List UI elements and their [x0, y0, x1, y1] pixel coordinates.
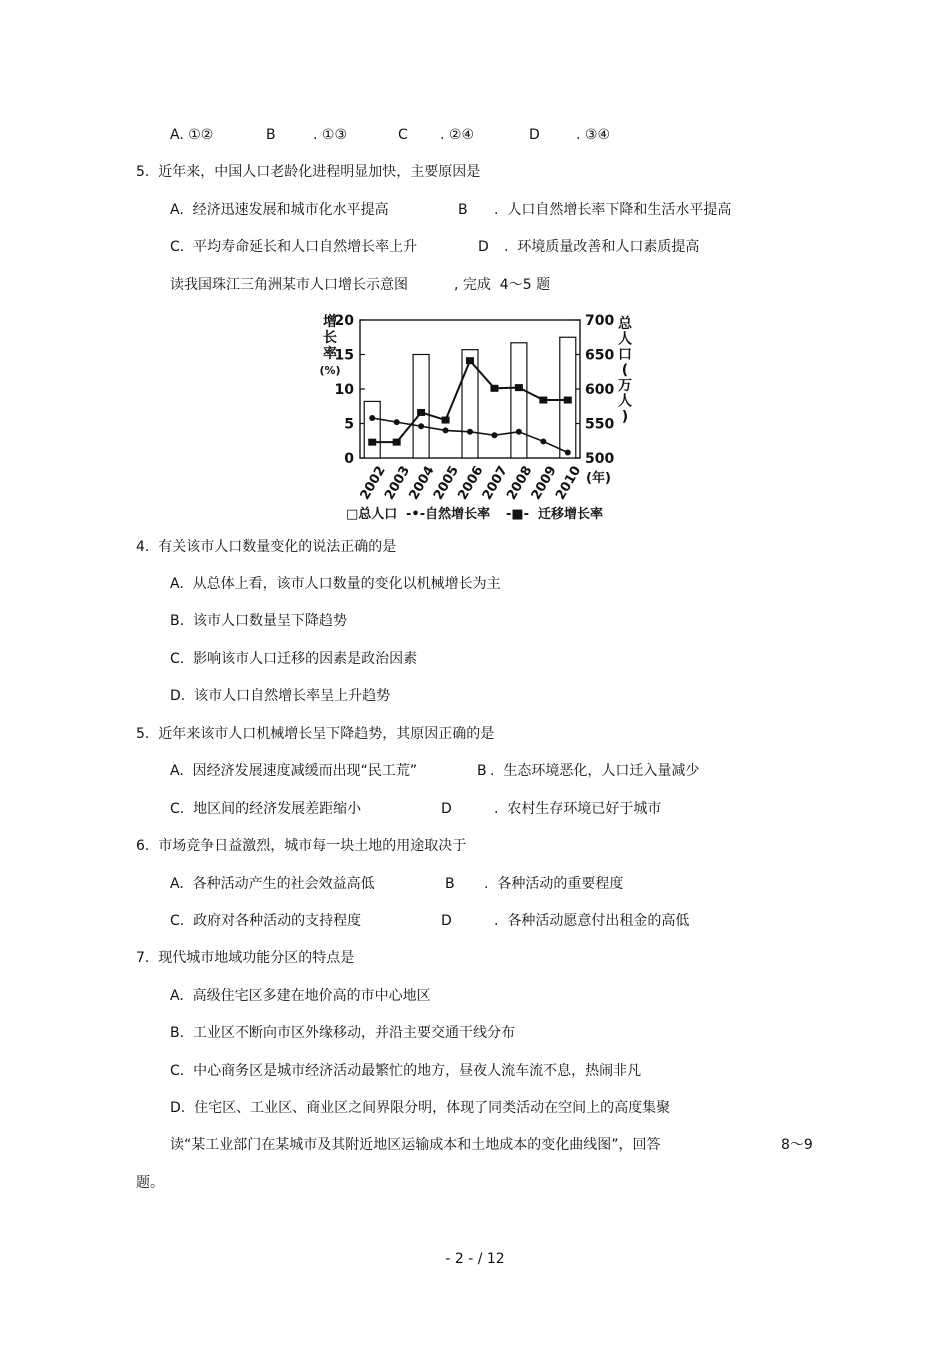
q3-option-c-letter: C — [398, 127, 408, 143]
q5a-option-d-letter: D — [478, 239, 489, 255]
point-natural-growth — [443, 427, 449, 433]
point-natural-growth — [516, 429, 522, 435]
q3-option-b-text: . ①③ — [313, 127, 348, 143]
right-axis-label-char: 万 — [618, 378, 632, 394]
q7-option-d: D. 住宅区、工业区、商业区之间界限分明，体现了同类活动在空间上的高度集聚 — [170, 1100, 671, 1116]
q6-option-b-letter: B — [445, 876, 455, 892]
left-axis-label-char: 增 — [323, 314, 337, 330]
q3-option-d-text: . ③④ — [576, 127, 611, 143]
right-axis-label-char: 人 — [618, 331, 632, 348]
q5b-option-c: C. 地区间的经济发展差距缩小 — [170, 801, 362, 817]
left-axis-label-char: 长 — [323, 330, 337, 346]
q5b-option-b-text: . 生态环境恶化，人口迁入量减少 — [490, 763, 700, 779]
point-migration-growth — [368, 439, 376, 446]
q7-stem: 7. 现代城市地域功能分区的特点是 — [136, 950, 355, 966]
legend-migration-growth: 迁移增长率 — [538, 507, 604, 522]
intro2-text: 读“某工业部门在某城市及其附近地区运输成本和土地成本的变化曲线图”，回答 — [170, 1137, 661, 1153]
q6-option-b-text: . 各种活动的重要程度 — [484, 876, 624, 892]
point-natural-growth — [467, 429, 473, 435]
x-tick-label: 2002 — [357, 463, 389, 503]
q4-option-a: A. 从总体上看，该市人口数量的变化以机械增长为主 — [170, 576, 501, 592]
q6-option-c: C. 政府对各种活动的支持程度 — [170, 913, 362, 929]
right-axis-label-char: ) — [621, 409, 629, 425]
point-migration-growth — [490, 385, 498, 392]
bar-total-population — [511, 343, 527, 458]
point-natural-growth — [565, 449, 571, 455]
q4-option-c: C. 影响该市人口迁移的因素是政治因素 — [170, 651, 418, 667]
left-tick-label: 20 — [334, 313, 354, 329]
left-tick-label: 5 — [344, 416, 354, 433]
point-migration-growth — [393, 439, 401, 446]
q5b-option-d-letter: D — [441, 801, 452, 817]
bar-total-population — [413, 355, 429, 459]
q6-stem: 6. 市场竞争日益激烈，城市每一块土地的用途取决于 — [136, 838, 467, 854]
q5a-stem: 5. 近年来，中国人口老龄化进程明显加快，主要原因是 — [136, 164, 481, 180]
right-axis-label-char: 人 — [618, 393, 632, 410]
right-axis-label-char: 总 — [618, 316, 632, 332]
q4-option-b: B. 该市人口数量呈下降趋势 — [170, 613, 347, 629]
x-tick-label: 2008 — [504, 463, 536, 503]
q6-option-a: A. 各种活动产生的社会效益高低 — [170, 876, 375, 892]
right-tick-label: 600 — [585, 382, 615, 398]
right-axis-label-char: ( — [621, 362, 629, 379]
population-growth-chart — [310, 308, 640, 528]
q6-option-d-letter: D — [441, 913, 452, 929]
x-tick-label: 2009 — [528, 463, 560, 503]
q3-option-d-letter: D — [529, 127, 540, 143]
legend-total-population: □总人口 — [346, 507, 398, 522]
x-tick-label: 2006 — [455, 463, 487, 503]
left-axis-label-char: 率 — [323, 346, 337, 362]
point-natural-growth — [369, 415, 375, 421]
q6-option-d-text: . 各种活动愿意付出租金的高低 — [494, 913, 690, 929]
point-migration-growth — [442, 417, 450, 424]
point-natural-growth — [394, 419, 400, 425]
right-tick-label: 650 — [585, 347, 615, 364]
point-natural-growth — [540, 438, 546, 444]
x-tick-label: 2005 — [430, 463, 463, 503]
q5b-option-b-letter: B — [477, 763, 487, 779]
right-tick-label: 550 — [585, 416, 615, 433]
q3-option-c-text: . ②④ — [440, 127, 475, 143]
q4-stem: 4. 有关该市人口数量变化的说法正确的是 — [136, 539, 397, 555]
left-axis-label-char: (%) — [319, 364, 341, 377]
point-migration-growth — [564, 397, 572, 404]
right-tick-label: 700 — [585, 313, 615, 329]
legend-natural-growth: -•-自然增长率 — [406, 507, 491, 522]
q5a-option-c: C. 平均寿命延长和人口自然增长率上升 — [170, 239, 418, 255]
right-tick-label: 500 — [585, 451, 615, 467]
intro-text: 读我国珠江三角洲某市人口增长示意图 — [170, 277, 408, 293]
point-natural-growth — [418, 423, 424, 429]
x-tick-label: 2007 — [479, 463, 511, 503]
q3-option-b-letter: B — [266, 127, 276, 143]
q4-option-d: D. 该市人口自然增长率呈上升趋势 — [170, 688, 391, 704]
left-tick-label: 10 — [334, 382, 354, 398]
right-axis-label-char: 口 — [618, 347, 632, 363]
point-migration-growth — [466, 357, 474, 364]
point-migration-growth — [539, 397, 547, 404]
intro2-tail: 题。 — [136, 1175, 164, 1191]
point-migration-growth — [417, 409, 425, 416]
x-tick-label: 2004 — [406, 463, 438, 503]
legend-migration-marker: -■- — [506, 507, 530, 522]
q7-option-a: A. 高级住宅区多建在地价高的市中心地区 — [170, 988, 431, 1004]
left-tick-label: 0 — [344, 451, 354, 467]
q5a-option-d-text: . 环境质量改善和人口素质提高 — [504, 239, 700, 255]
left-tick-label: 15 — [334, 347, 354, 364]
q5a-option-b-letter: B — [458, 202, 468, 218]
q7-option-c: C. 中心商务区是城市经济活动最繁忙的地方，昼夜人流车流不息，热闹非凡 — [170, 1063, 642, 1079]
intro-suffix: , 完成 4～5 题 — [454, 277, 551, 293]
bar-total-population — [364, 401, 380, 458]
q7-option-b: B. 工业区不断向市区外缘移动，并沿主要交通干线分布 — [170, 1025, 515, 1041]
q5b-option-d-text: . 农村生存环境已好于城市 — [494, 801, 662, 817]
q5b-option-a: A. 因经济发展速度减缓而出现“民工荒” — [170, 763, 418, 779]
x-tick-label: 2010 — [553, 463, 585, 503]
q5a-option-a: A. 经济迅速发展和城市化水平提高 — [170, 202, 389, 218]
page-footer: - 2 - / 12 — [445, 1251, 505, 1267]
q5b-stem: 5. 近年来该市人口机械增长呈下降趋势，其原因正确的是 — [136, 726, 495, 742]
q5a-option-b-text: . 人口自然增长率下降和生活水平提高 — [494, 202, 732, 218]
point-natural-growth — [491, 432, 497, 438]
q3-option-a: A. ①② — [170, 127, 214, 143]
x-tick-label: 2003 — [382, 463, 414, 503]
point-migration-growth — [515, 384, 523, 391]
intro2-range: 8～9 — [781, 1137, 813, 1153]
x-axis-label: (年) — [586, 471, 611, 486]
